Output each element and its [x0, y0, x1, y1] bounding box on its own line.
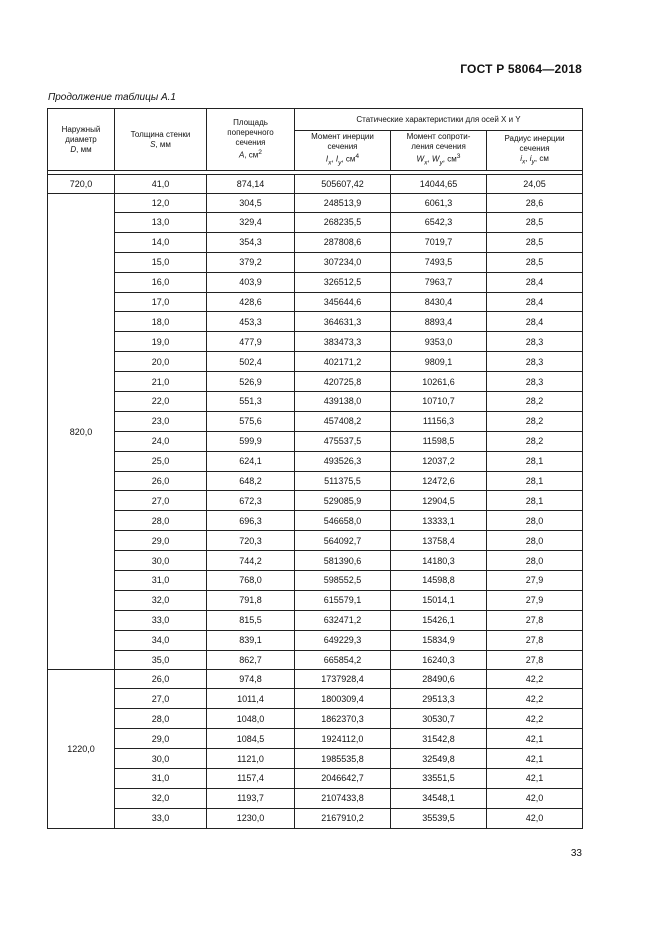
section-modulus-cell: 13333,1	[391, 511, 487, 531]
area-cell: 672,3	[207, 491, 295, 511]
table-row	[48, 630, 583, 650]
section-modulus-cell: 13758,4	[391, 531, 487, 551]
moment-of-inertia-cell: 2167910,2	[295, 808, 391, 828]
table-row	[48, 352, 583, 372]
moment-of-inertia-cell: 1737928,4	[295, 670, 391, 689]
wall-thickness-cell: 30,0	[115, 551, 207, 571]
moment-of-inertia-cell: 1924112,0	[295, 729, 391, 749]
area-cell: 791,8	[207, 590, 295, 610]
moment-of-inertia-cell: 1985535,8	[295, 749, 391, 769]
table-row	[48, 411, 583, 431]
section-modulus-cell: 6542,3	[391, 213, 487, 233]
outer-diameter-cell: 1220,0	[48, 670, 115, 828]
wall-thickness-cell: 33,0	[115, 610, 207, 630]
table-row	[48, 689, 583, 709]
radius-of-gyration-cell: 28,5	[487, 252, 583, 272]
moment-of-inertia-cell: 402171,2	[295, 352, 391, 372]
section-modulus-cell: 14044,65	[391, 175, 487, 194]
area-cell: 1121,0	[207, 749, 295, 769]
wall-thickness-cell: 13,0	[115, 213, 207, 233]
section-modulus-cell: 34548,1	[391, 788, 487, 808]
section-modulus-cell: 15834,9	[391, 630, 487, 650]
section-modulus-cell: 33551,5	[391, 769, 487, 789]
moment-of-inertia-cell: 326512,5	[295, 272, 391, 292]
wall-thickness-cell: 41,0	[115, 175, 207, 194]
section-modulus-cell: 35539,5	[391, 808, 487, 828]
moment-of-inertia-cell: 598552,5	[295, 571, 391, 591]
wall-thickness-cell: 14,0	[115, 232, 207, 252]
wall-thickness-cell: 28,0	[115, 709, 207, 729]
radius-of-gyration-cell: 27,8	[487, 630, 583, 650]
table-row	[48, 213, 583, 233]
radius-of-gyration-cell: 28,2	[487, 411, 583, 431]
radius-of-gyration-cell: 42,1	[487, 729, 583, 749]
area-cell: 329,4	[207, 213, 295, 233]
table-row	[48, 372, 583, 392]
area-cell: 696,3	[207, 511, 295, 531]
radius-of-gyration-cell: 28,4	[487, 312, 583, 332]
table-row	[48, 709, 583, 729]
table-row	[48, 332, 583, 352]
table-row	[48, 392, 583, 412]
section-modulus-cell: 14180,3	[391, 551, 487, 571]
specification-table	[47, 108, 583, 829]
moment-of-inertia-cell: 345644,6	[295, 292, 391, 312]
table-header	[48, 109, 583, 175]
area-cell: 1157,4	[207, 769, 295, 789]
wall-thickness-cell: 18,0	[115, 312, 207, 332]
table-body	[48, 175, 583, 829]
radius-of-gyration-cell: 28,3	[487, 332, 583, 352]
section-modulus-cell: 7019,7	[391, 232, 487, 252]
wall-thickness-cell: 26,0	[115, 471, 207, 491]
section-modulus-cell: 11156,3	[391, 411, 487, 431]
area-cell: 599,9	[207, 431, 295, 451]
outer-diameter-cell: 820,0	[48, 194, 115, 670]
wall-thickness-cell: 16,0	[115, 272, 207, 292]
section-modulus-cell: 8430,4	[391, 292, 487, 312]
section-modulus-cell: 12904,5	[391, 491, 487, 511]
section-modulus-cell: 9353,0	[391, 332, 487, 352]
section-modulus-cell: 16240,3	[391, 650, 487, 670]
radius-of-gyration-cell: 27,9	[487, 571, 583, 591]
wall-thickness-cell: 21,0	[115, 372, 207, 392]
moment-of-inertia-cell: 287808,6	[295, 232, 391, 252]
area-cell: 1011,4	[207, 689, 295, 709]
section-modulus-cell: 9809,1	[391, 352, 487, 372]
table-row	[48, 511, 583, 531]
area-cell: 575,6	[207, 411, 295, 431]
area-cell: 1048,0	[207, 709, 295, 729]
moment-of-inertia-cell: 546658,0	[295, 511, 391, 531]
section-modulus-cell: 29513,3	[391, 689, 487, 709]
wall-thickness-cell: 26,0	[115, 670, 207, 689]
table-row	[48, 590, 583, 610]
moment-of-inertia-cell: 632471,2	[295, 610, 391, 630]
moment-of-inertia-cell: 2046642,7	[295, 769, 391, 789]
radius-of-gyration-cell: 28,1	[487, 491, 583, 511]
section-modulus-cell: 14598,8	[391, 571, 487, 591]
radius-of-gyration-cell: 28,4	[487, 292, 583, 312]
moment-of-inertia-cell: 420725,8	[295, 372, 391, 392]
section-modulus-cell: 32549,8	[391, 749, 487, 769]
wall-thickness-cell: 27,0	[115, 689, 207, 709]
moment-of-inertia-cell: 581390,6	[295, 551, 391, 571]
wall-thickness-cell: 24,0	[115, 431, 207, 451]
table-row	[48, 312, 583, 332]
area-cell: 744,2	[207, 551, 295, 571]
wall-thickness-cell: 29,0	[115, 531, 207, 551]
outer-diameter-cell: 720,0	[48, 175, 115, 194]
moment-of-inertia-cell: 383473,3	[295, 332, 391, 352]
table-row	[48, 451, 583, 471]
radius-of-gyration-cell: 28,1	[487, 451, 583, 471]
section-modulus-cell: 10261,6	[391, 372, 487, 392]
area-cell: 354,3	[207, 232, 295, 252]
area-cell: 551,3	[207, 392, 295, 412]
wall-thickness-cell: 20,0	[115, 352, 207, 372]
section-modulus-cell: 15014,1	[391, 590, 487, 610]
header-radius-of-gyration: Радиус инерции сечения $i_x$, $i_y$, см	[487, 131, 583, 171]
radius-of-gyration-cell: 28,3	[487, 372, 583, 392]
radius-of-gyration-cell: 24,05	[487, 175, 583, 194]
table-row	[48, 292, 583, 312]
area-cell: 1084,5	[207, 729, 295, 749]
table-row	[48, 491, 583, 511]
area-cell: 624,1	[207, 451, 295, 471]
area-cell: 648,2	[207, 471, 295, 491]
radius-of-gyration-cell: 28,1	[487, 471, 583, 491]
table-row	[48, 531, 583, 551]
wall-thickness-cell: 31,0	[115, 571, 207, 591]
moment-of-inertia-cell: 529085,9	[295, 491, 391, 511]
radius-of-gyration-cell: 42,1	[487, 769, 583, 789]
wall-thickness-cell: 23,0	[115, 411, 207, 431]
moment-of-inertia-cell: 307234,0	[295, 252, 391, 272]
area-cell: 526,9	[207, 372, 295, 392]
wall-thickness-cell: 29,0	[115, 729, 207, 749]
moment-of-inertia-cell: 615579,1	[295, 590, 391, 610]
table-row	[48, 232, 583, 252]
moment-of-inertia-cell: 248513,9	[295, 194, 391, 213]
moment-of-inertia-cell: 564092,7	[295, 531, 391, 551]
wall-thickness-cell: 22,0	[115, 392, 207, 412]
table-row	[48, 788, 583, 808]
wall-thickness-cell: 19,0	[115, 332, 207, 352]
wall-thickness-cell: 31,0	[115, 769, 207, 789]
area-cell: 815,5	[207, 610, 295, 630]
section-modulus-cell: 30530,7	[391, 709, 487, 729]
radius-of-gyration-cell: 28,0	[487, 511, 583, 531]
radius-of-gyration-cell: 28,4	[487, 272, 583, 292]
wall-thickness-cell: 25,0	[115, 451, 207, 471]
table-row	[48, 670, 583, 689]
area-cell: 1230,0	[207, 808, 295, 828]
moment-of-inertia-cell: 268235,5	[295, 213, 391, 233]
table-row	[48, 749, 583, 769]
moment-of-inertia-cell: 475537,5	[295, 431, 391, 451]
radius-of-gyration-cell: 42,2	[487, 709, 583, 729]
section-modulus-cell: 8893,4	[391, 312, 487, 332]
moment-of-inertia-cell: 439138,0	[295, 392, 391, 412]
table-row	[48, 471, 583, 491]
wall-thickness-cell: 34,0	[115, 630, 207, 650]
radius-of-gyration-cell: 28,3	[487, 352, 583, 372]
header-section-modulus: Момент сопроти- ления сечения $W_x$, $W_y$, $см^3$	[391, 131, 487, 171]
area-cell: 403,9	[207, 272, 295, 292]
radius-of-gyration-cell: 27,8	[487, 610, 583, 630]
section-modulus-cell: 7963,7	[391, 272, 487, 292]
header-wall-thickness: Толщина стенки S, мм	[115, 109, 207, 171]
radius-of-gyration-cell: 28,5	[487, 232, 583, 252]
radius-of-gyration-cell: 42,0	[487, 788, 583, 808]
area-cell: 720,3	[207, 531, 295, 551]
table-row	[48, 194, 583, 213]
table-row	[48, 551, 583, 571]
table-row	[48, 272, 583, 292]
wall-thickness-cell: 30,0	[115, 749, 207, 769]
radius-of-gyration-cell: 28,2	[487, 431, 583, 451]
header-moment-of-inertia: Момент инерции сечения $I_x$, $I_y$, $см^4$	[295, 131, 391, 171]
moment-of-inertia-cell: 1862370,3	[295, 709, 391, 729]
table-row	[48, 252, 583, 272]
moment-of-inertia-cell: 493526,3	[295, 451, 391, 471]
area-cell: 862,7	[207, 650, 295, 670]
area-cell: 379,2	[207, 252, 295, 272]
radius-of-gyration-cell: 28,6	[487, 194, 583, 213]
moment-of-inertia-cell: 1800309,4	[295, 689, 391, 709]
table-row	[48, 175, 583, 194]
header-cross-section-area: Площадь поперечного сечения A, $см^2$	[207, 109, 295, 171]
section-modulus-cell: 7493,5	[391, 252, 487, 272]
moment-of-inertia-cell: 457408,2	[295, 411, 391, 431]
header-outer-diameter: Наружный диаметр D, мм	[48, 109, 115, 171]
radius-of-gyration-cell: 42,2	[487, 689, 583, 709]
section-modulus-cell: 10710,7	[391, 392, 487, 412]
table-row	[48, 650, 583, 670]
table-continuation-caption: Продолжение таблицы А.1	[48, 92, 176, 103]
section-modulus-cell: 28490,6	[391, 670, 487, 689]
area-cell: 477,9	[207, 332, 295, 352]
wall-thickness-cell: 28,0	[115, 511, 207, 531]
wall-thickness-cell: 33,0	[115, 808, 207, 828]
radius-of-gyration-cell: 28,5	[487, 213, 583, 233]
wall-thickness-cell: 27,0	[115, 491, 207, 511]
document-code: ГОСТ Р 58064—2018	[460, 62, 582, 76]
moment-of-inertia-cell: 649229,3	[295, 630, 391, 650]
section-modulus-cell: 6061,3	[391, 194, 487, 213]
radius-of-gyration-cell: 27,9	[487, 590, 583, 610]
wall-thickness-cell: 17,0	[115, 292, 207, 312]
moment-of-inertia-cell: 511375,5	[295, 471, 391, 491]
area-cell: 768,0	[207, 571, 295, 591]
table-row	[48, 571, 583, 591]
section-modulus-cell: 12472,6	[391, 471, 487, 491]
wall-thickness-cell: 35,0	[115, 650, 207, 670]
section-modulus-cell: 31542,8	[391, 729, 487, 749]
radius-of-gyration-cell: 28,0	[487, 531, 583, 551]
wall-thickness-cell: 32,0	[115, 788, 207, 808]
radius-of-gyration-cell: 42,2	[487, 670, 583, 689]
radius-of-gyration-cell: 28,2	[487, 392, 583, 412]
table-row	[48, 729, 583, 749]
radius-of-gyration-cell: 42,0	[487, 808, 583, 828]
moment-of-inertia-cell: 665854,2	[295, 650, 391, 670]
section-modulus-cell: 12037,2	[391, 451, 487, 471]
section-modulus-cell: 11598,5	[391, 431, 487, 451]
area-cell: 974,8	[207, 670, 295, 689]
radius-of-gyration-cell: 42,1	[487, 749, 583, 769]
table-row	[48, 431, 583, 451]
wall-thickness-cell: 32,0	[115, 590, 207, 610]
area-cell: 304,5	[207, 194, 295, 213]
area-cell: 1193,7	[207, 788, 295, 808]
moment-of-inertia-cell: 2107433,8	[295, 788, 391, 808]
moment-of-inertia-cell: 505607,42	[295, 175, 391, 194]
radius-of-gyration-cell: 28,0	[487, 551, 583, 571]
radius-of-gyration-cell: 27,8	[487, 650, 583, 670]
wall-thickness-cell: 12,0	[115, 194, 207, 213]
area-cell: 874,14	[207, 175, 295, 194]
area-cell: 428,6	[207, 292, 295, 312]
table-row	[48, 808, 583, 828]
wall-thickness-cell: 15,0	[115, 252, 207, 272]
page-number: 33	[570, 848, 582, 859]
moment-of-inertia-cell: 364631,3	[295, 312, 391, 332]
area-cell: 453,3	[207, 312, 295, 332]
table-row	[48, 769, 583, 789]
header-static-characteristics: Статические характеристики для осей X и Y	[295, 109, 583, 131]
table-row	[48, 610, 583, 630]
area-cell: 839,1	[207, 630, 295, 650]
section-modulus-cell: 15426,1	[391, 610, 487, 630]
area-cell: 502,4	[207, 352, 295, 372]
